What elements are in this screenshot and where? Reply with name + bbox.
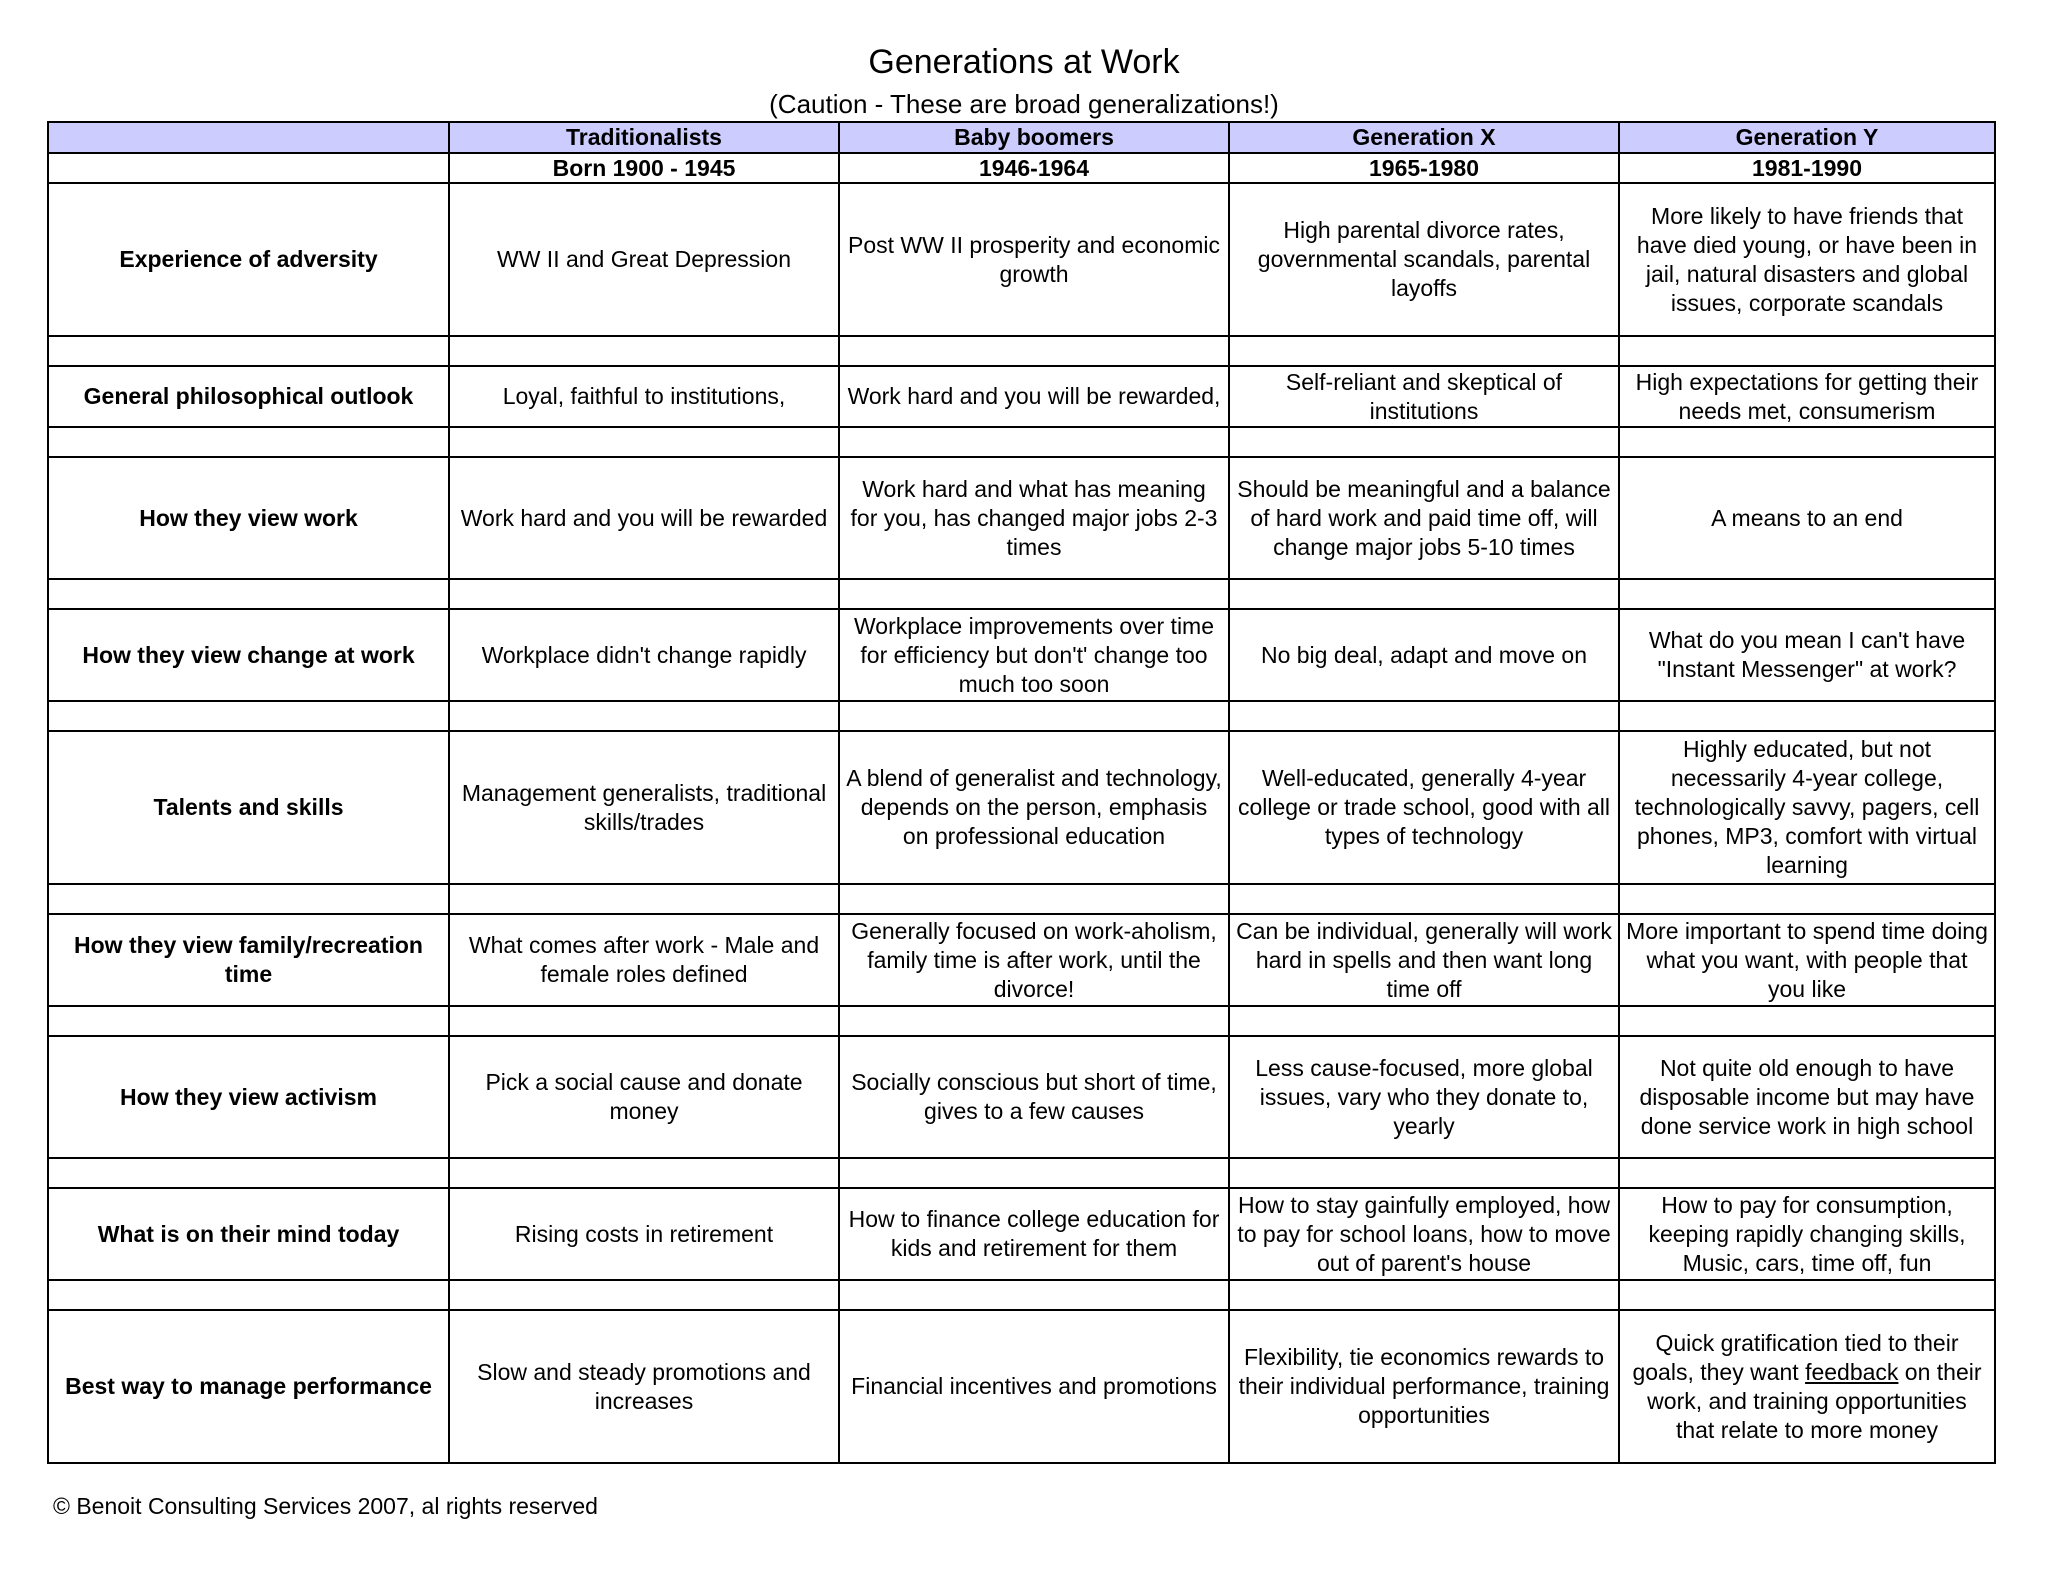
table-cell: No big deal, adapt and move on bbox=[1229, 609, 1619, 701]
spacer-row bbox=[48, 1280, 1995, 1310]
table-cell: Post WW II prosperity and economic growth bbox=[839, 183, 1229, 336]
table-cell: Management generalists, traditional skills/trades bbox=[449, 731, 839, 884]
cell-text: Quick gratification tied to their goals, they want bbox=[1632, 1329, 1959, 1385]
spacer-row bbox=[48, 1006, 1995, 1036]
table-cell: What comes after work - Male and female roles defined bbox=[449, 914, 839, 1006]
table-cell: Work hard and what has meaning for you, has changed major jobs 2-3 times bbox=[839, 457, 1229, 579]
table-cell: How to pay for consumption, keeping rapidly changing skills, Music, cars, time off, fun bbox=[1619, 1188, 1995, 1280]
table-cell: Generally focused on work-aholism, family time is after work, until the divorce! bbox=[839, 914, 1229, 1006]
table-cell: Slow and steady promotions and increases bbox=[449, 1310, 839, 1463]
table-cell bbox=[1619, 1310, 1995, 1463]
generations-table bbox=[47, 121, 1996, 1464]
table-cell: Less cause-focused, more global issues, vary who they donate to, yearly bbox=[1229, 1036, 1619, 1158]
table-cell: Socially conscious but short of time, gives to a few causes bbox=[839, 1036, 1229, 1158]
spacer-row bbox=[48, 701, 1995, 731]
years-generation-y: 1981-1990 bbox=[1619, 153, 1995, 183]
header-generation-y: Generation Y bbox=[1619, 122, 1995, 153]
feedback-link[interactable]: feedback bbox=[1805, 1358, 1899, 1385]
table-cell: Flexibility, tie economics rewards to their individual performance, training opportunities bbox=[1229, 1310, 1619, 1463]
spacer-row bbox=[48, 579, 1995, 609]
table-row bbox=[48, 1310, 1995, 1463]
table-row bbox=[48, 457, 1995, 579]
years-traditionalists: Born 1900 - 1945 bbox=[449, 153, 839, 183]
page-subtitle: (Caution - These are broad generalizations!) bbox=[769, 89, 1279, 119]
table-cell: Highly educated, but not necessarily 4-year college, technologically savvy, pagers, cell phones, MP3, comfort with virtual learning bbox=[1619, 731, 1995, 884]
table-cell: More likely to have friends that have died young, or have been in jail, natural disasters and global issues, corporate scandals bbox=[1619, 183, 1995, 336]
table-cell: A means to an end bbox=[1619, 457, 1995, 579]
table-cell: How to finance college education for kids and retirement for them bbox=[839, 1188, 1229, 1280]
row-label: General philosophical outlook bbox=[48, 366, 449, 427]
row-label: Talents and skills bbox=[48, 731, 449, 884]
table-row bbox=[48, 1036, 1995, 1158]
table-row bbox=[48, 1188, 1995, 1280]
row-label: How they view family/recreation time bbox=[48, 914, 449, 1006]
page-title: Generations at Work bbox=[868, 43, 1180, 81]
copyright-footer: © Benoit Consulting Services 2007, al rights reserved bbox=[53, 1493, 598, 1519]
table-row bbox=[48, 914, 1995, 1006]
table-cell: Workplace improvements over time for efficiency but don't' change too much too soon bbox=[839, 609, 1229, 701]
table-cell: How to stay gainfully employed, how to pay for school loans, how to move out of parent's house bbox=[1229, 1188, 1619, 1280]
years-row bbox=[48, 153, 1995, 183]
table-cell: Should be meaningful and a balance of hard work and paid time off, will change major jobs 5-10 times bbox=[1229, 457, 1619, 579]
row-label: How they view activism bbox=[48, 1036, 449, 1158]
table-row bbox=[48, 366, 1995, 427]
header-row bbox=[48, 122, 1995, 153]
years-generation-x: 1965-1980 bbox=[1229, 153, 1619, 183]
row-label: Experience of adversity bbox=[48, 183, 449, 336]
table-cell: Self-reliant and skeptical of institutions bbox=[1229, 366, 1619, 427]
table-cell: Work hard and you will be rewarded, bbox=[839, 366, 1229, 427]
spacer-row bbox=[48, 884, 1995, 914]
spacer-row bbox=[48, 427, 1995, 457]
header-cell bbox=[48, 122, 449, 153]
table-cell: Not quite old enough to have disposable income but may have done service work in high school bbox=[1619, 1036, 1995, 1158]
row-label: How they view work bbox=[48, 457, 449, 579]
header-traditionalists: Traditionalists bbox=[449, 122, 839, 153]
row-label: What is on their mind today bbox=[48, 1188, 449, 1280]
spacer-row bbox=[48, 1158, 1995, 1188]
table-cell: Workplace didn't change rapidly bbox=[449, 609, 839, 701]
table-cell: Well-educated, generally 4-year college or trade school, good with all types of technology bbox=[1229, 731, 1619, 884]
table-cell: Rising costs in retirement bbox=[449, 1188, 839, 1280]
table-cell: Pick a social cause and donate money bbox=[449, 1036, 839, 1158]
table-cell: High parental divorce rates, governmental scandals, parental layoffs bbox=[1229, 183, 1619, 336]
cell-text: on their work, and training opportunities that relate to more money bbox=[1647, 1358, 1982, 1443]
table-row bbox=[48, 609, 1995, 701]
years-cell bbox=[48, 153, 449, 183]
table-cell: What do you mean I can't have "Instant Messenger" at work? bbox=[1619, 609, 1995, 701]
table-cell: More important to spend time doing what you want, with people that you like bbox=[1619, 914, 1995, 1006]
table-cell: Loyal, faithful to institutions, bbox=[449, 366, 839, 427]
table-cell: High expectations for getting their needs met, consumerism bbox=[1619, 366, 1995, 427]
years-baby-boomers: 1946-1964 bbox=[839, 153, 1229, 183]
table-cell: Can be individual, generally will work hard in spells and then want long time off bbox=[1229, 914, 1619, 1006]
header-baby-boomers: Baby boomers bbox=[839, 122, 1229, 153]
table-cell: Financial incentives and promotions bbox=[839, 1310, 1229, 1463]
table-row bbox=[48, 731, 1995, 884]
spacer-row bbox=[48, 336, 1995, 366]
header-generation-x: Generation X bbox=[1229, 122, 1619, 153]
table-cell: A blend of generalist and technology, depends on the person, emphasis on professional education bbox=[839, 731, 1229, 884]
table-cell: WW II and Great Depression bbox=[449, 183, 839, 336]
table-row bbox=[48, 183, 1995, 336]
table-cell: Work hard and you will be rewarded bbox=[449, 457, 839, 579]
row-label: How they view change at work bbox=[48, 609, 449, 701]
row-label: Best way to manage performance bbox=[48, 1310, 449, 1463]
